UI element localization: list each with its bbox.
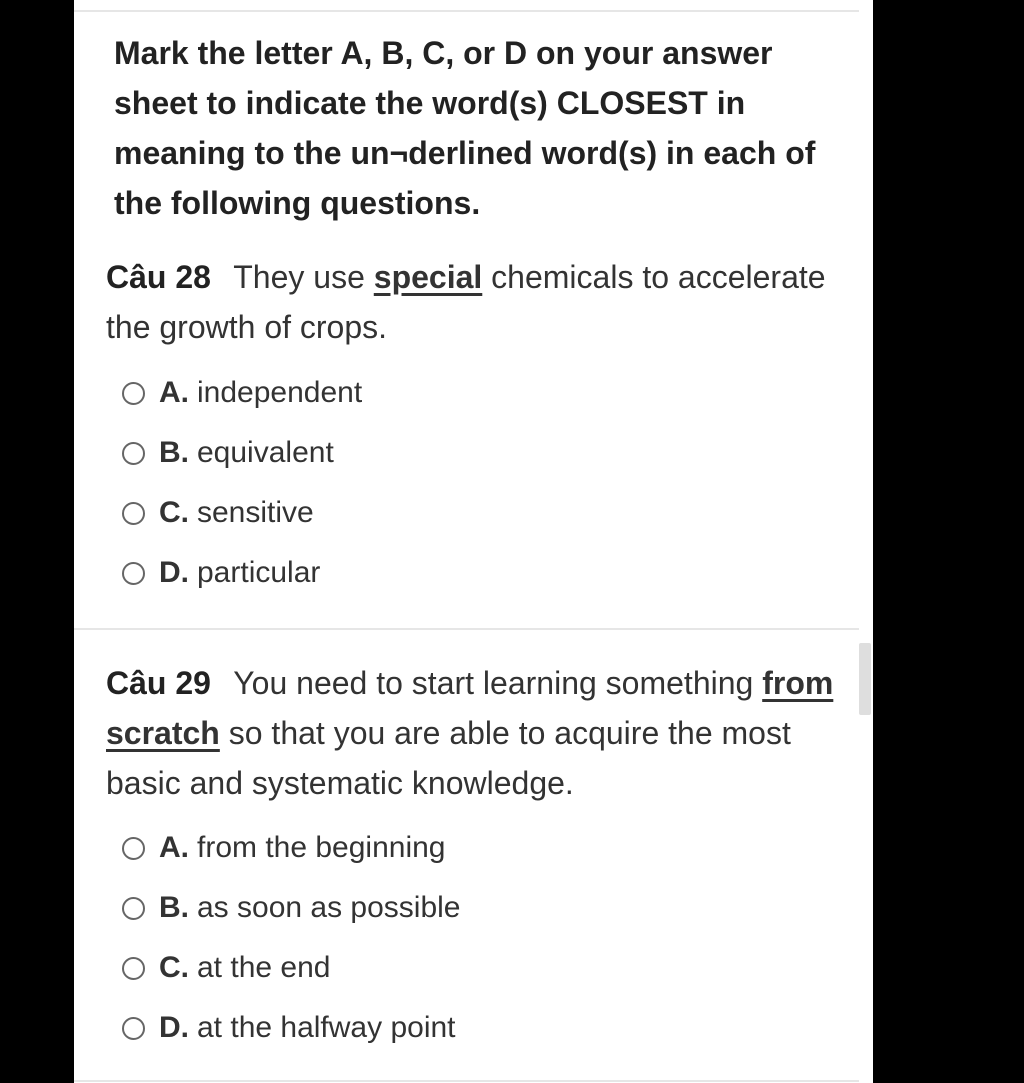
option-letter: C.	[159, 496, 189, 529]
radio-button-icon[interactable]	[122, 897, 145, 920]
top-divider	[74, 10, 859, 12]
option-letter: C.	[159, 951, 189, 984]
option-letter: B.	[159, 891, 189, 924]
question-text-after: chemicals to accelerate the growth of crops.	[106, 259, 826, 345]
option-text: from the beginning	[197, 831, 446, 864]
option-letter: B.	[159, 436, 189, 469]
quiz-page	[74, 0, 873, 1083]
question-text-before: You need to start learning something	[233, 665, 754, 701]
underlined-word: special	[373, 259, 483, 295]
option-c[interactable]	[122, 493, 314, 533]
question-text-before: They use	[233, 259, 365, 295]
option-c[interactable]	[122, 948, 330, 988]
option-b[interactable]	[122, 888, 461, 928]
option-text: equivalent	[197, 436, 334, 469]
option-a[interactable]	[122, 828, 446, 868]
radio-button-icon[interactable]	[122, 382, 145, 405]
bottom-divider	[74, 1080, 859, 1082]
option-letter: A.	[159, 831, 189, 864]
option-d[interactable]	[122, 1008, 456, 1048]
option-letter: D.	[159, 1011, 189, 1044]
question-28-text	[106, 252, 851, 352]
radio-button-icon[interactable]	[122, 957, 145, 980]
radio-button-icon[interactable]	[122, 1017, 145, 1040]
option-text: sensitive	[197, 496, 314, 529]
underlined-word: from scratch	[106, 665, 834, 751]
radio-button-icon[interactable]	[122, 502, 145, 525]
option-d[interactable]	[122, 553, 320, 593]
question-text-after: so that you are able to acquire the most basic and systematic knowledge.	[106, 715, 791, 801]
option-text: particular	[197, 556, 321, 589]
option-b[interactable]	[122, 433, 334, 473]
question-divider	[74, 628, 859, 630]
scrollbar-thumb[interactable]	[859, 643, 871, 715]
radio-button-icon[interactable]	[122, 442, 145, 465]
option-text: at the halfway point	[197, 1011, 456, 1044]
option-a[interactable]	[122, 373, 362, 413]
option-letter: D.	[159, 556, 189, 589]
question-29-text	[106, 658, 851, 808]
option-text: at the end	[197, 951, 331, 984]
radio-button-icon[interactable]	[122, 837, 145, 860]
option-text: independent	[197, 376, 363, 409]
option-letter: A.	[159, 376, 189, 409]
option-text: as soon as possible	[197, 891, 461, 924]
instruction-text: Mark the letter A, B, C, or D on your answer sheet to indicate the word(s) CLOSEST in meaning to the un¬derlined word(s) in each of the following questions.	[114, 35, 816, 221]
question-number: Câu 28	[106, 259, 211, 295]
question-number: Câu 29	[106, 665, 211, 701]
radio-button-icon[interactable]	[122, 562, 145, 585]
